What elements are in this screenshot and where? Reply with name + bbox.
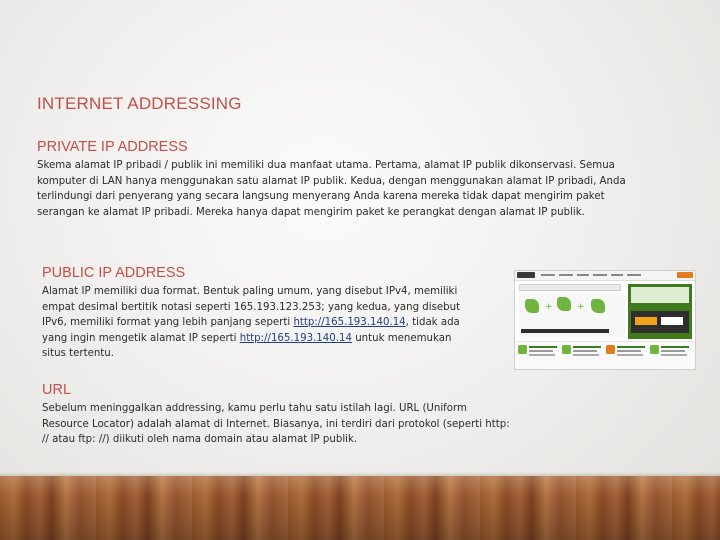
thumb-plus-icon: + (577, 302, 585, 312)
thumb-feature-line (661, 354, 687, 356)
url-paragraph: Sebelum meninggalkan addressing, kamu perlu tahu satu istilah lagi. URL (Uniform Resource Locator) adalah alamat di Internet. Biasanya, ini terdiri dari protokol (seperti http: // atau ftp: //) diikuti oleh nama domain atau alamat IP publik. (42, 403, 510, 445)
thumb-nav (593, 274, 607, 276)
thumb-nav (541, 274, 555, 276)
public-ip-paragraph (42, 284, 472, 362)
thumb-banner-bar (521, 329, 609, 333)
thumb-logo (517, 272, 535, 278)
thumb-feature-line (573, 354, 599, 356)
thumb-feature-icon (518, 345, 527, 354)
ip-link-1[interactable]: http://165.193.140.14 (293, 317, 406, 328)
thumb-nav (577, 274, 589, 276)
public-ip-text-3: untuk menemukan situs tertentu. (42, 332, 452, 359)
thumb-email-icon (591, 299, 605, 313)
thumb-search (519, 284, 621, 291)
thumb-feature-line (573, 350, 597, 352)
thumb-domain-icon (525, 299, 539, 313)
thumb-feature-icon (650, 345, 659, 354)
wooden-floor (0, 476, 720, 540)
thumb-feature (518, 345, 558, 361)
website-screenshot-image (514, 270, 696, 370)
thumb-feature (650, 345, 690, 361)
thumb-nav (611, 274, 623, 276)
thumb-feature-line (617, 354, 643, 356)
thumb-badge (677, 272, 693, 278)
thumb-price-domain (661, 317, 683, 325)
thumb-feature-line (617, 350, 641, 352)
url-heading: URL (42, 382, 72, 398)
ip-link-2[interactable]: http://165.193.140.14 (239, 332, 352, 344)
thumb-feature-line (661, 350, 685, 352)
public-ip-text-1: Alamat IP memiliki dua format. Bentuk paling umum, yang disebut IPv4, memiliki empat desimal bertitik notasi seperti 165.193.123.253; yang kedua, yang disebut IPv6, memiliki format yang lebih panjang seperti (42, 286, 461, 328)
thumb-website-icon (557, 297, 571, 311)
thumb-feature-line (529, 346, 557, 348)
thumb-side-box (631, 287, 689, 303)
thumb-plus-icon: + (545, 302, 553, 312)
thumb-feature-line (529, 350, 553, 352)
thumb-feature-line (529, 354, 555, 356)
thumb-feature-icon (562, 345, 571, 354)
thumb-nav (559, 274, 573, 276)
thumb-feature (606, 345, 646, 361)
slide-title: INTERNET ADDRESSING (37, 94, 242, 113)
thumb-feature-line (617, 346, 645, 348)
thumb-nav (627, 274, 641, 276)
thumb-feature-line (661, 346, 689, 348)
public-ip-heading: PUBLIC IP ADDRESS (42, 265, 186, 281)
private-ip-heading: PRIVATE IP ADDRESS (37, 139, 188, 155)
thumb-price-highlight (635, 317, 657, 325)
thumb-topbar (515, 271, 695, 281)
private-ip-paragraph: Skema alamat IP pribadi / publik ini memiliki dua manfaat utama. Pertama, alamat IP publik dikonservasi. Semua komputer di LAN hanya menggunakan satu alamat IP publik. Kedua, dengan menggunakan alamat IP pribadi, Anda terlindungi dari penyerang yang secara langsung menyerang Anda karena mereka tidak dapat mengirim paket serangan ke alamat IP pribadi. Mereka hanya dapat mengirim paket ke perangkat dengan alamat IP publik. (37, 160, 626, 218)
thumb-feature (562, 345, 602, 361)
thumb-feature-icon (606, 345, 615, 354)
public-ip-text-2: , tidak ada yang ingin mengetik alamat IP seperti (42, 317, 460, 344)
thumb-feature-line (573, 346, 601, 348)
